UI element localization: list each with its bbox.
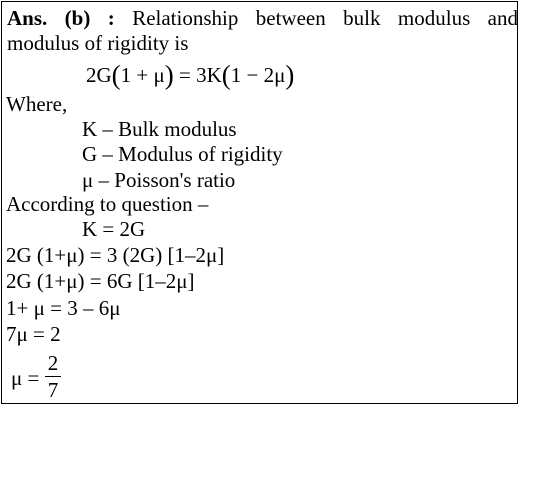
where-label: Where,	[6, 92, 68, 116]
result-denominator: 7	[47, 378, 59, 402]
formula-lparen-2: (	[221, 60, 231, 90]
step-4: 7μ = 2	[6, 322, 61, 346]
formula-inner-2: 1 − 2μ	[230, 63, 286, 87]
answer-text-1: Relationship between bulk modulus and	[132, 6, 518, 30]
fraction-bar	[45, 376, 61, 377]
answer-prefix: Ans. (b) :	[7, 6, 115, 30]
given-condition: K = 2G	[82, 217, 146, 241]
according-label: According to question –	[6, 192, 209, 216]
solution-box	[1, 1, 518, 404]
definition-bulk-modulus: K – Bulk modulus	[82, 117, 237, 141]
definition-poisson: μ – Poisson's ratio	[82, 168, 236, 192]
step-3: 1+ μ = 3 – 6μ	[6, 296, 121, 320]
formula-eq: = 3K	[173, 63, 222, 87]
result-lhs: μ =	[11, 366, 40, 390]
formula-lparen-1: (	[111, 60, 121, 90]
step-2: 2G (1+μ) = 6G [1–2μ]	[6, 269, 195, 293]
result-numerator: 2	[47, 351, 59, 375]
definition-rigidity: G – Modulus of rigidity	[82, 142, 283, 166]
formula-inner-1: 1 + μ	[120, 63, 165, 87]
relationship-formula	[86, 60, 294, 90]
formula-rparen-2: )	[285, 60, 295, 90]
answer-line-1	[7, 6, 518, 30]
answer-line-2: modulus of rigidity is	[7, 31, 189, 55]
step-1: 2G (1+μ) = 3 (2G) [1–2μ]	[6, 243, 225, 267]
formula-rparen-1: )	[164, 60, 174, 90]
formula-lhs: 2G	[86, 63, 112, 87]
result-fraction	[45, 351, 61, 402]
